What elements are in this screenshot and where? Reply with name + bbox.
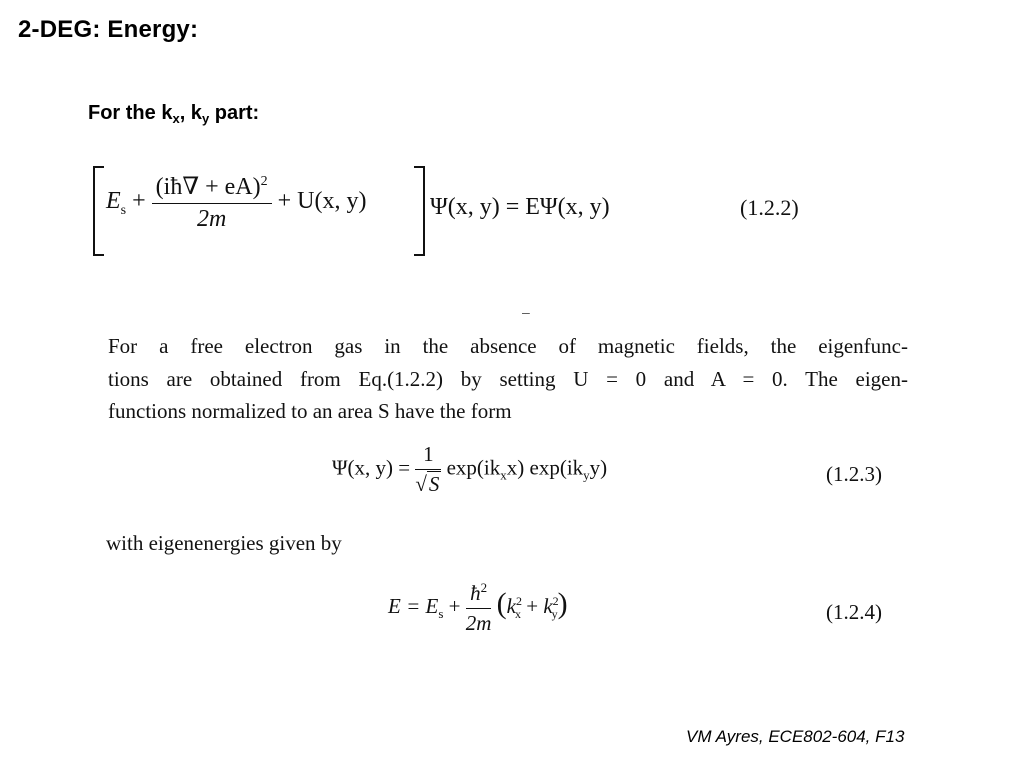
eq124-k1-sub: x bbox=[514, 607, 521, 621]
eq122-numerator: (iħ∇ + eA) bbox=[155, 174, 261, 200]
eq122-plus1: + bbox=[132, 188, 146, 215]
eq122-fraction bbox=[152, 172, 272, 233]
eq123-sqrt-symbol: √ bbox=[415, 472, 427, 496]
eq124-numerator-sup: 2 bbox=[480, 580, 488, 595]
eq124-body bbox=[388, 580, 568, 636]
eq124-denominator: 2m bbox=[465, 611, 492, 635]
eq122-Es-sub: s bbox=[120, 202, 127, 218]
eq122-plus2: + U(x, y) bbox=[277, 188, 367, 215]
slide-title: 2-DEG: Energy: bbox=[18, 16, 199, 43]
eq123-sqrt-arg: S bbox=[428, 472, 440, 496]
eq123-number: (1.2.3) bbox=[826, 462, 882, 486]
eq124-k2-sub: y bbox=[551, 607, 558, 621]
eq123-lhs: Ψ(x, y) = bbox=[332, 455, 411, 480]
footer-credit: VM Ayres, ECE802-604, F13 bbox=[686, 727, 905, 746]
eq122-body bbox=[106, 172, 366, 233]
eq122-Es: E bbox=[106, 188, 121, 215]
eq124-k1-sup: 2 bbox=[515, 593, 522, 608]
subtitle bbox=[88, 102, 259, 126]
paragraph-line-1: For a free electron gas in the absence of magnetic fields, the eigenfunc- bbox=[108, 334, 908, 358]
eq123-rhs-end: y) bbox=[589, 455, 608, 480]
with-eigenenergies-text: with eigenenergies given by bbox=[106, 531, 342, 555]
eq124-k1: k bbox=[506, 593, 516, 618]
eq124-lhs: E = E bbox=[388, 593, 439, 618]
dash-mark: – bbox=[522, 304, 530, 320]
eq122-numerator-sup: 2 bbox=[260, 174, 268, 189]
eq123-rhs-sub2: y bbox=[583, 467, 590, 483]
eq123-rhs-mid: x) exp(ik bbox=[506, 455, 584, 480]
paragraph bbox=[108, 330, 908, 428]
eq123-body bbox=[332, 442, 607, 497]
eq124-paren-open: ( bbox=[496, 586, 507, 620]
eq124-plus2: + bbox=[520, 593, 544, 618]
subtitle-suffix: part: bbox=[209, 102, 260, 124]
paragraph-line-2: tions are obtained from Eq.(1.2.2) by setting U = 0 and A = 0. The eigen- bbox=[108, 366, 908, 391]
eq124-numerator: ħ bbox=[470, 581, 481, 605]
eq122-denominator: 2m bbox=[196, 206, 227, 232]
right-bracket bbox=[414, 166, 425, 256]
eq124-k2: k bbox=[543, 593, 553, 618]
eq123-rhs: exp(ik bbox=[446, 455, 501, 480]
left-bracket bbox=[93, 166, 104, 256]
eq124-plus: + bbox=[448, 593, 461, 618]
subtitle-sep: , k bbox=[179, 102, 202, 124]
subtitle-sub-x: x bbox=[172, 111, 180, 126]
subtitle-sub-y: y bbox=[201, 111, 210, 126]
eq124-lhs-sub: s bbox=[438, 606, 444, 621]
subtitle-prefix: For the k bbox=[88, 102, 173, 124]
eq124-fraction bbox=[466, 580, 492, 636]
eq124-number: (1.2.4) bbox=[826, 600, 882, 624]
eq122-rhs: Ψ(x, y) = EΨ(x, y) bbox=[430, 194, 610, 220]
eq123-fraction bbox=[415, 442, 441, 497]
eq124-k2-sup: 2 bbox=[552, 593, 559, 608]
eq122-number: (1.2.2) bbox=[740, 195, 799, 220]
eq123-rhs-sub1: x bbox=[500, 467, 507, 483]
eq124-paren-close: ) bbox=[557, 586, 568, 620]
paragraph-line-3: functions normalized to an area S have the form bbox=[108, 399, 512, 423]
eq123-numerator: 1 bbox=[415, 442, 441, 470]
